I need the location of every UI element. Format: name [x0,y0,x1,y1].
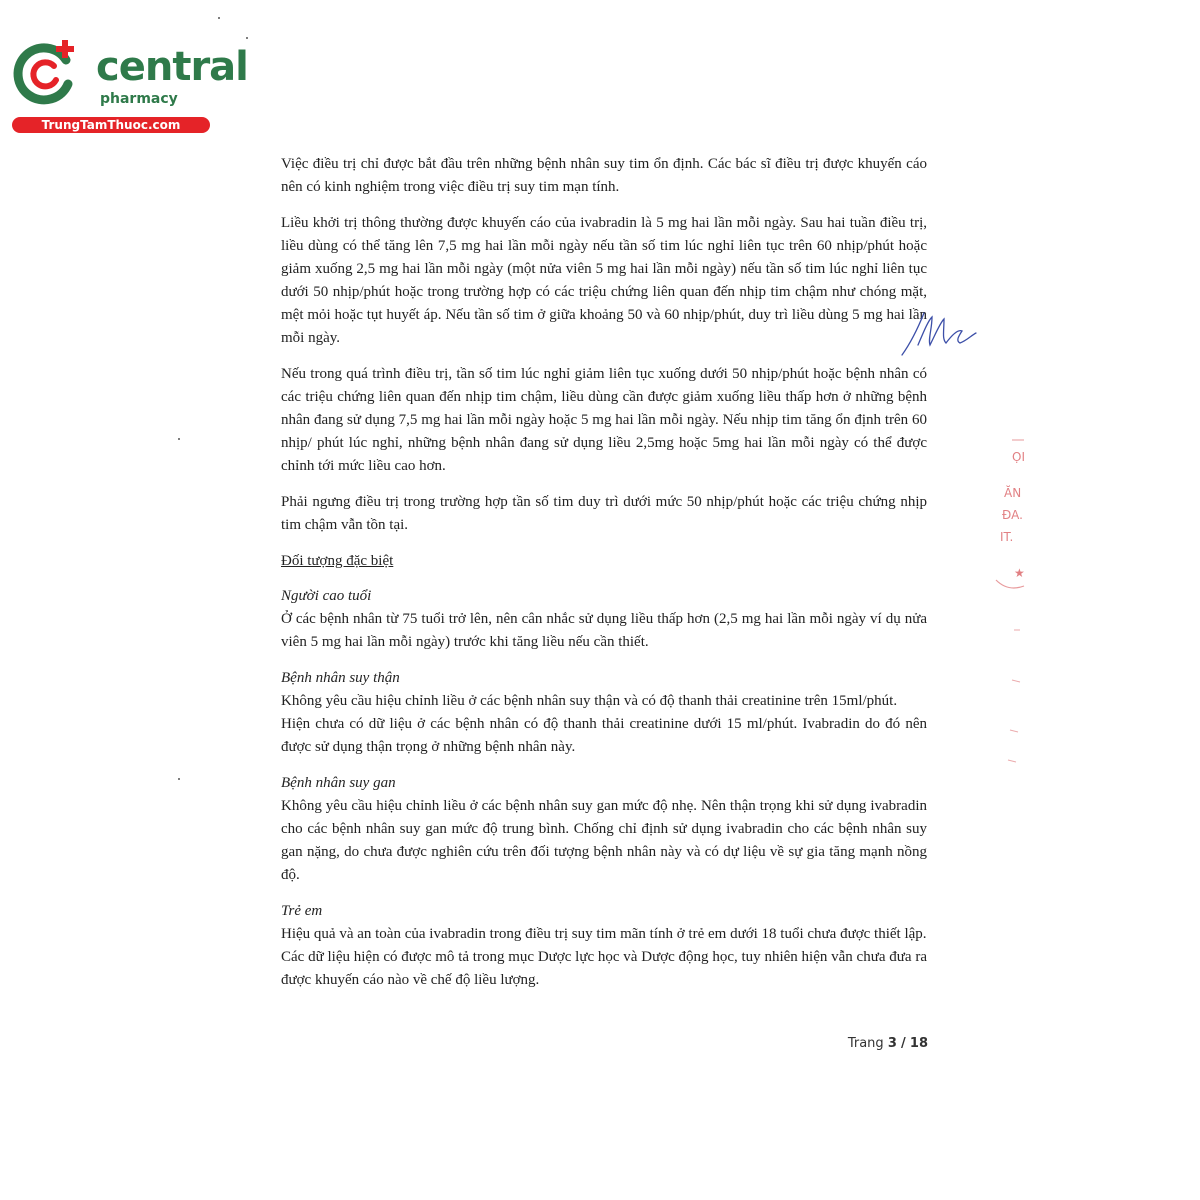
stamp-fragment [990,430,1030,770]
page-total: 18 [909,1036,928,1051]
section-hepatic-impairment [281,772,927,887]
logo-name: central [96,44,248,90]
stamp-text: ĂN [1004,486,1022,500]
section-text: Hiện chưa có dữ liệu ở các bệnh nhân có độ thanh thải creatinine dưới 15 ml/phút. Ivabradin do đó nên được sử dụng thận trọng ở những bệnh nhân này. [281,716,927,755]
paragraph: Phải ngưng điều trị trong trường hợp tần số tim duy trì dưới mức 50 nhịp/phút hoặc các triệu chứng nhịp tim chậm vẫn tồn tại. [281,494,927,533]
signature-icon [898,305,978,360]
paragraph: Liều khởi trị thông thường được khuyến cáo của ivabradin là 5 mg hai lần mỗi ngày. Sau hai tuần điều trị, liều dùng có thể tăng lên 7,5 mg hai lần mỗi ngày nếu tần số tim lúc nghỉ liên tục trên 60 nhịp/phút hoặc giảm xuống 2,5 mg hai lần mỗi ngày (một nửa viên 5 mg hai lần mỗi ngày) nếu tần số tim lúc nghỉ liên tục dưới 50 nhịp/phút hoặc trong trường hợp có các triệu chứng liên quan đến nhịp tim chậm như chóng mặt, mệt mỏi hoặc tụt huyết áp. Nếu tần số tim ở giữa khoảng 50 và 60 nhịp/phút, duy trì liều dùng 5 mg hai lần mỗi ngày. [281,215,927,346]
page-label: Trang [847,1036,884,1051]
section-title: Bệnh nhân suy gan [281,775,396,791]
stamp-text: ĐA. [1002,508,1023,522]
page-current: 3 [887,1036,897,1051]
brand-logo[interactable] [10,36,248,136]
stamp-text: IT. [1000,530,1014,544]
stamp-ring-icon [990,430,1030,770]
stamp-text: ỌI [1012,450,1025,464]
section-title: Trẻ em [281,903,323,919]
section-text: Không yêu cầu hiệu chỉnh liều ở các bệnh nhân suy thận và có độ thanh thải creatinine trên 15ml/phút. [281,693,898,709]
paragraph: Nếu trong quá trình điều trị, tần số tim lúc nghỉ giảm liên tục xuống dưới 50 nhịp/phút hoặc bệnh nhân có các triệu chứng liên quan đến nhịp tim chậm, liều dùng cần được giảm xuống liều thấp hơn ở những bệnh nhân đang sử dụng 7,5 mg hai lần mỗi ngày hoặc 5 mg hai lần mỗi ngày. Nếu nhịp tim tăng ổn định trên 60 nhịp/ phút lúc nghỉ, những bệnh nhân đang sử dụng liều 2,5mg hoặc 5mg hai lần mỗi ngày có thể được chỉnh tới mức liều cao hơn. [281,366,927,474]
special-populations-heading: Đối tượng đặc biệt [281,553,394,569]
stamp-star-icon: ★ [1014,566,1025,580]
section-title: Người cao tuổi [281,588,372,604]
paragraph: Việc điều trị chỉ được bắt đầu trên những bệnh nhân suy tim ổn định. Các bác sĩ điều trị được khuyến cáo nên có kinh nghiệm trong việc điều trị suy tim mạn tính. [281,156,927,195]
section-renal-impairment [281,667,927,759]
section-text: Các dữ liệu hiện có được mô tả trong mục Dược lực học và Dược động học, tuy nhiên hiện vẫn chưa đưa ra được khuyến cáo nào về chế độ liều lượng. [281,949,927,988]
section-text: Không yêu cầu hiệu chỉnh liều ở các bệnh nhân suy gan mức độ nhẹ. Nên thận trọng khi sử dụng ivabradin cho các bệnh nhân suy gan mức độ trung bình. Chống chỉ định sử dụng ivabradin cho các bệnh nhân suy gan nặng, do chưa được nghiên cứu trên đối tượng bệnh nhân này và có dự liệu về sự gia tăng mạnh nồng độ. [281,798,927,883]
document-page [281,153,927,1005]
page-separator: / [901,1036,906,1051]
section-title: Bệnh nhân suy thận [281,670,400,686]
logo-url-badge: TrungTamThuoc.com [12,117,210,133]
page-number [848,1036,928,1051]
logo-subtitle: pharmacy [100,91,178,107]
section-text: Ở các bệnh nhân từ 75 tuổi trở lên, nên cân nhắc sử dụng liều thấp hơn (2,5 mg hai lần mỗi ngày ví dụ nửa viên 5 mg hai lần mỗi ngày) trước khi tăng liều nếu cần thiết. [281,611,927,650]
section-elderly [281,585,927,654]
section-text: Hiệu quả và an toàn của ivabradin trong điều trị suy tim mãn tính ở trẻ em dưới 18 tuổi chưa được thiết lập. [281,926,927,942]
central-pharmacy-logo-icon [10,38,80,108]
section-children [281,900,927,992]
